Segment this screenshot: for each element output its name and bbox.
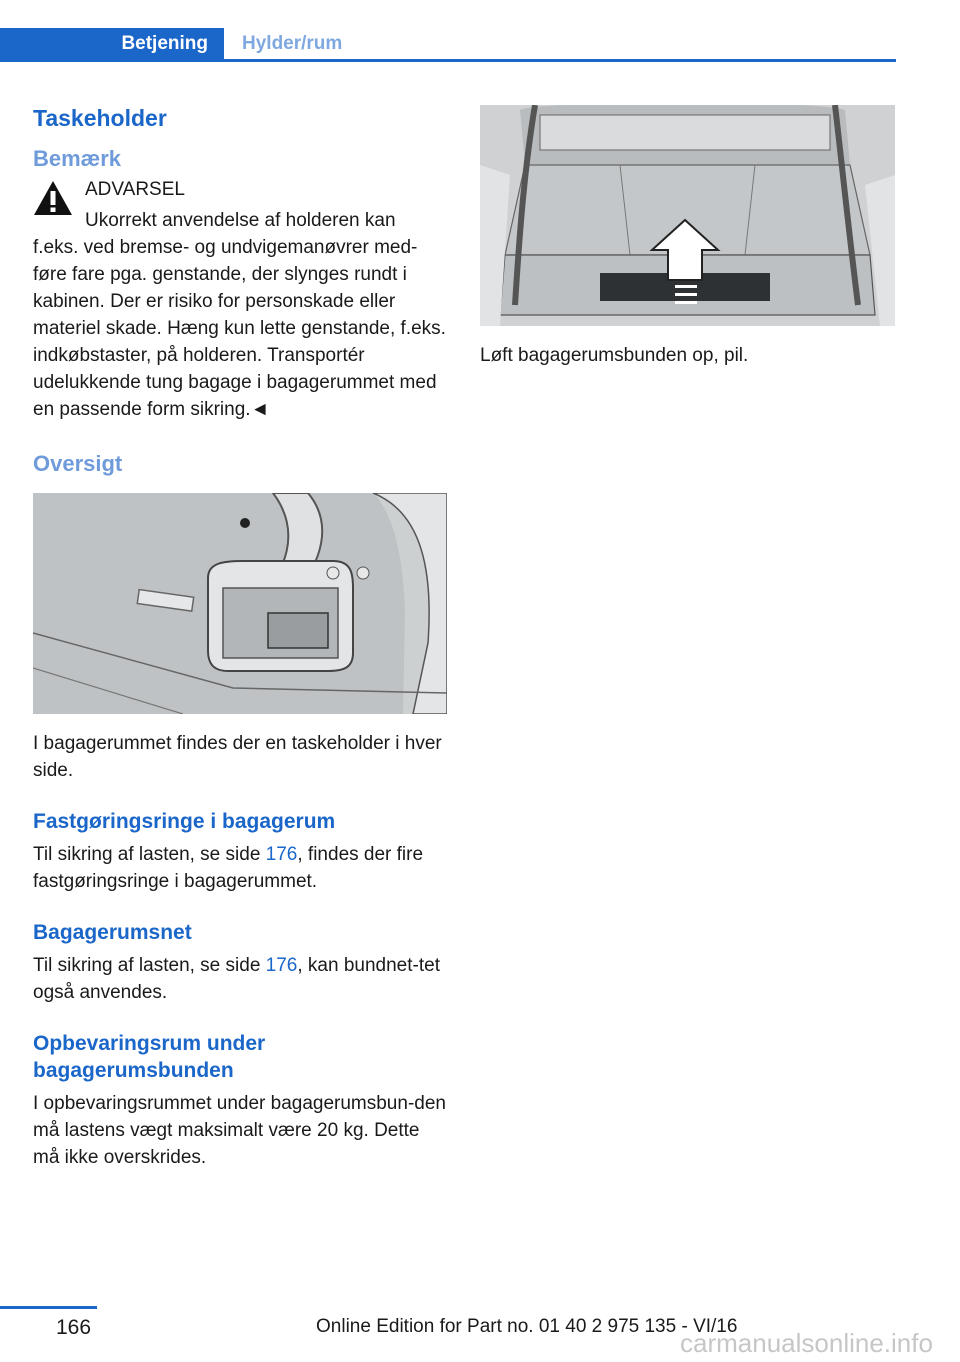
edition-footer: Online Edition for Part no. 01 40 2 975 135 - VI/16	[316, 1316, 738, 1337]
right-caption: Løft bagagerumsbunden op, pil.	[480, 345, 749, 366]
warning-triangle-icon	[33, 180, 73, 216]
section-title-taskeholder: Taskeholder	[33, 105, 167, 131]
note-heading: Bemærk	[33, 146, 122, 171]
trunk-side-illustration	[33, 493, 447, 714]
storage-heading: Opbevaringsrum under bagagerumsbunden	[33, 1032, 266, 1082]
overview-heading: Oversigt	[33, 451, 123, 476]
page-link-176-net[interactable]: 176	[265, 955, 298, 976]
header-divider	[0, 59, 896, 62]
left-column	[33, 100, 447, 1171]
rings-heading: Fastgøringsringe i bagagerum	[33, 810, 336, 833]
watermark: carmanualsonline.info	[680, 1328, 933, 1358]
overview-caption: I bagagerummet findes der en taskeholder i hver side.	[33, 733, 442, 781]
net-heading: Bagagerumsnet	[33, 921, 192, 944]
net-text-post: , kan bundnet-tet også anvendes.	[33, 955, 440, 1003]
warning-first-line: Ukorrekt anvendelse af holderen kan	[85, 210, 396, 231]
rings-text-pre: Til sikring af lasten, se side	[33, 844, 266, 865]
trunk-floor-figure	[480, 105, 895, 326]
rings-text-post: , findes der fire fastgøringsringe i bagagerummet.	[33, 844, 424, 892]
trunk-floor-illustration	[480, 105, 895, 326]
page-header	[0, 28, 896, 62]
tab-hylder-rum[interactable]: Hylder/rum	[242, 32, 343, 54]
bag-holder-figure	[33, 493, 447, 714]
warning-label: ADVARSEL	[85, 179, 185, 200]
page-number-divider	[0, 1306, 97, 1309]
page-number: 166	[56, 1316, 92, 1339]
storage-text: I opbevaringsrummet under bagagerumsbun-den må lastens vægt maksimalt være 20 kg. Dette må ikke overskrides.	[33, 1093, 446, 1168]
page-link-176[interactable]: 176	[265, 844, 298, 865]
warning-text: f.eks. ved bremse- og undvigemanøvrer med-føre fare pga. genstande, der slynges rundt i kabinen. Der er risiko for personskade eller materiel skade. Hæng kun lette genstande, f.eks. indkøbstaster, på holderen. Transportér udelukkende tung bagage i bagagerummet med en passende form sikring.◄	[33, 237, 446, 420]
net-text	[33, 952, 447, 1006]
net-text-pre: Til sikring af lasten, se side	[33, 955, 266, 976]
tab-betjening[interactable]: Betjening	[0, 28, 224, 59]
rings-text	[33, 841, 447, 895]
warning-block	[33, 176, 447, 234]
right-column	[480, 100, 895, 369]
